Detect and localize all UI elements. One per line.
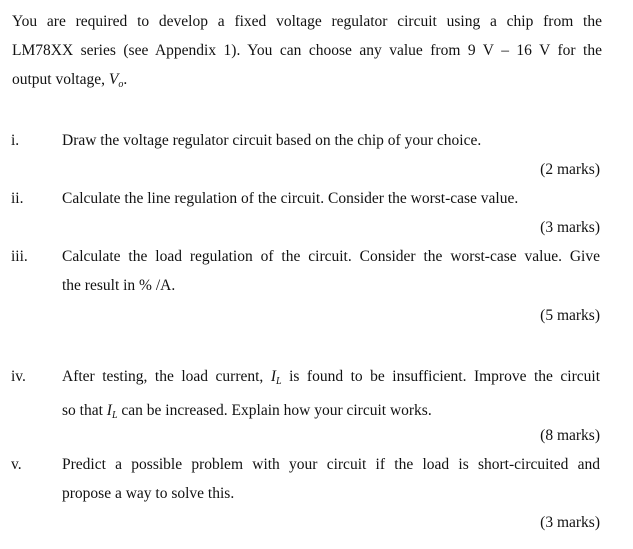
load-current-symbol: I xyxy=(106,402,112,419)
marks-iii: (5 marks) xyxy=(540,307,600,324)
question-line: the result in % /A. xyxy=(62,277,176,294)
question-line: Draw the voltage regulator circuit based on the chip of your choice. xyxy=(62,132,482,149)
intro-line-1: You are required to develop a fixed voltage regulator circuit using a chip from the xyxy=(12,13,602,30)
marks-i: (2 marks) xyxy=(540,161,600,178)
intro-line-3-text: output voltage, xyxy=(12,71,109,88)
intro-line-3-end: . xyxy=(123,71,128,88)
question-line-text: so that xyxy=(62,402,107,419)
question-text xyxy=(62,126,600,155)
load-current-subscript: L xyxy=(111,410,118,421)
question-text xyxy=(62,242,600,300)
load-current-subscript: L xyxy=(276,376,282,387)
question-line: propose a way to solve this. xyxy=(62,485,235,502)
intro-line-3 xyxy=(12,65,602,99)
intro-line-2: LM78XX series (see Appendix 1). You can choose any value from 9 V – 16 V for the xyxy=(12,42,602,59)
question-line: Calculate the load regulation of the circuit. Consider the worst-case value. Give xyxy=(62,248,600,265)
marks-v: (3 marks) xyxy=(540,514,600,531)
question-line xyxy=(62,362,600,396)
marks-ii: (3 marks) xyxy=(540,219,600,236)
question-line-text: After testing, the load current, xyxy=(62,368,271,385)
question-number: v. xyxy=(11,456,22,473)
marks-iv: (8 marks) xyxy=(540,427,600,444)
question-number: iii. xyxy=(11,248,28,265)
output-voltage-symbol: V xyxy=(108,71,119,88)
output-voltage-subscript: o xyxy=(118,79,124,90)
question-text xyxy=(62,450,600,508)
question-line-text: can be increased. Explain how your circuit works. xyxy=(117,402,432,419)
question-number: i. xyxy=(11,132,20,149)
question-line: Calculate the line regulation of the circuit. Consider the worst-case value. xyxy=(62,190,519,207)
intro-paragraph xyxy=(12,7,602,99)
question-text xyxy=(62,184,600,213)
question-line xyxy=(62,396,600,430)
question-line-text: is found to be insufficient. Improve the circuit xyxy=(281,368,600,385)
load-current-symbol: I xyxy=(270,368,276,385)
question-number: iv. xyxy=(11,368,26,385)
question-number: ii. xyxy=(11,190,24,207)
question-text xyxy=(62,362,600,430)
question-line: Predict a possible problem with your circuit if the load is short-circuited and xyxy=(62,456,600,473)
